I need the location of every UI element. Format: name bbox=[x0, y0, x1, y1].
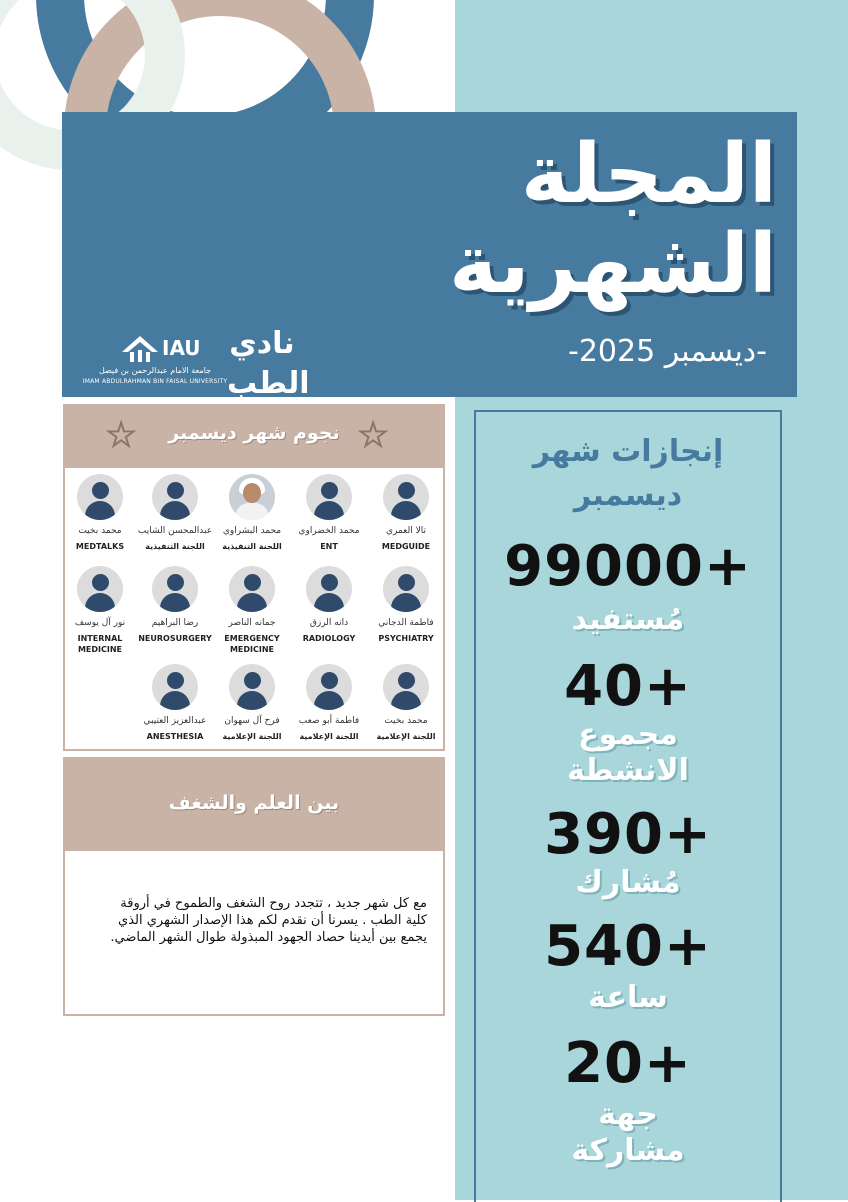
user-avatar-icon bbox=[152, 566, 198, 612]
header-banner bbox=[62, 112, 797, 401]
member-card bbox=[367, 474, 445, 552]
user-avatar-icon bbox=[383, 664, 429, 710]
intro-paragraph: مع كل شهر جديد ، تتجدد روح الشغف والطموح في أروقة كلية الطب . يسرنا أن نقدم لكم هذا الإصدار الشهري الذي يجمع بين أيدينا حصاد الجهود المبذولة طوال الشهر الماضي. bbox=[110, 896, 427, 945]
stat-number: 390+ bbox=[544, 802, 712, 867]
user-avatar-icon bbox=[152, 474, 198, 520]
member-card bbox=[61, 566, 139, 655]
member-role: اللجنة الإعلامية bbox=[222, 732, 282, 741]
stars-title: نجوم شهر ديسمبر bbox=[168, 422, 340, 444]
member-card bbox=[290, 474, 368, 552]
stat-label: ساعة bbox=[588, 980, 668, 1015]
member-card bbox=[61, 474, 139, 552]
member-photo bbox=[229, 474, 275, 520]
stars-of-month-section bbox=[63, 404, 445, 751]
member-card bbox=[213, 566, 291, 655]
member-name: جمانه الناصر bbox=[228, 618, 276, 628]
member-name: محمد البشراوي bbox=[222, 526, 282, 536]
member-role: اللجنة التنفيذية bbox=[222, 542, 282, 551]
stat-label: جهة مشاركة bbox=[571, 1097, 685, 1168]
member-name: عبدالعزيز العتيبي bbox=[143, 716, 207, 726]
intro-header bbox=[65, 759, 443, 851]
stat-label: مُشارك bbox=[575, 865, 681, 900]
member-card bbox=[290, 566, 368, 644]
star-icon: ☆ bbox=[357, 415, 390, 456]
iau-logo bbox=[80, 322, 228, 392]
stat-number: 99000+ bbox=[504, 534, 752, 599]
member-role: ANESTHESIA bbox=[146, 732, 204, 741]
member-role: ENT bbox=[320, 542, 338, 551]
member-role: MEDGUIDE bbox=[381, 542, 431, 551]
member-role: اللجنة التنفيذية bbox=[145, 542, 205, 551]
member-name: فاطمة الدجاني bbox=[378, 618, 434, 628]
club-arabic-name: نادي الطب bbox=[227, 326, 310, 401]
member-card bbox=[136, 566, 214, 644]
user-avatar-icon bbox=[229, 664, 275, 710]
intro-title: بين العلم والشغف bbox=[168, 792, 340, 814]
user-avatar-icon bbox=[77, 474, 123, 520]
member-card bbox=[213, 474, 291, 552]
medicine-club-logo bbox=[227, 322, 310, 401]
iau-emblem-icon bbox=[120, 332, 160, 364]
member-role: MEDTALKS bbox=[75, 542, 125, 551]
stat-label: مُستفيد bbox=[571, 602, 685, 637]
member-name: فاطمة أبو صعب bbox=[298, 716, 360, 726]
user-avatar-icon bbox=[229, 566, 275, 612]
stat-number: 540+ bbox=[544, 914, 712, 979]
member-name: محمد بخيت bbox=[78, 526, 122, 536]
member-card bbox=[136, 664, 214, 742]
member-name: نور آل يوسف bbox=[74, 618, 126, 628]
member-name: محمد بخيت bbox=[384, 716, 428, 726]
member-name: عبدالمحسن الشايب bbox=[137, 526, 213, 536]
member-card bbox=[213, 664, 291, 742]
member-role: NEUROSURGERY bbox=[138, 634, 212, 643]
iau-abbreviation: IAU bbox=[162, 336, 201, 360]
member-role: EMERGENCY MEDICINE bbox=[224, 634, 280, 654]
stat-label: مجموع الانشطة bbox=[567, 717, 689, 788]
user-avatar-icon bbox=[383, 566, 429, 612]
member-role: اللجنة الإعلامية bbox=[299, 732, 359, 741]
iau-english-name: IMAM ABDULRAHMAN BIN FAISAL UNIVERSITY bbox=[82, 378, 228, 385]
stat-number: 40+ bbox=[564, 654, 692, 719]
achievements-section bbox=[474, 410, 782, 1202]
member-role: PSYCHIATRY bbox=[378, 634, 434, 643]
user-avatar-icon bbox=[306, 664, 352, 710]
member-role: اللجنة الإعلامية bbox=[376, 732, 436, 741]
user-avatar-icon bbox=[152, 664, 198, 710]
member-card bbox=[290, 664, 368, 742]
member-role: RADIOLOGY bbox=[302, 634, 356, 643]
stars-header bbox=[65, 406, 443, 468]
intro-section bbox=[63, 757, 445, 1016]
iau-arabic-name: جامعة الامام عبدالرحمن بن فيصل bbox=[98, 366, 212, 375]
member-card bbox=[136, 474, 214, 552]
member-name: فرح آل سهوان bbox=[224, 716, 280, 726]
member-name: محمد الخضراوي bbox=[298, 526, 360, 536]
member-name: تالا العمري bbox=[385, 526, 427, 536]
achievements-title: إنجازات شهر ديسمبر bbox=[532, 434, 724, 513]
stat-number: 20+ bbox=[564, 1031, 692, 1096]
star-icon: ☆ bbox=[105, 415, 138, 456]
member-role: INTERNAL MEDICINE bbox=[77, 634, 123, 654]
magazine-title-line1: المجلة bbox=[520, 127, 777, 222]
magazine-title-line2: الشهرية bbox=[449, 217, 777, 312]
user-avatar-icon bbox=[306, 474, 352, 520]
member-name: دانه الرزق bbox=[309, 618, 349, 628]
member-card bbox=[367, 566, 445, 644]
member-card bbox=[367, 664, 445, 742]
member-name: رضا البراهيم bbox=[151, 618, 199, 628]
user-avatar-icon bbox=[306, 566, 352, 612]
user-avatar-icon bbox=[383, 474, 429, 520]
user-avatar-icon bbox=[77, 566, 123, 612]
issue-date: -ديسمبر 2025- bbox=[568, 334, 767, 369]
